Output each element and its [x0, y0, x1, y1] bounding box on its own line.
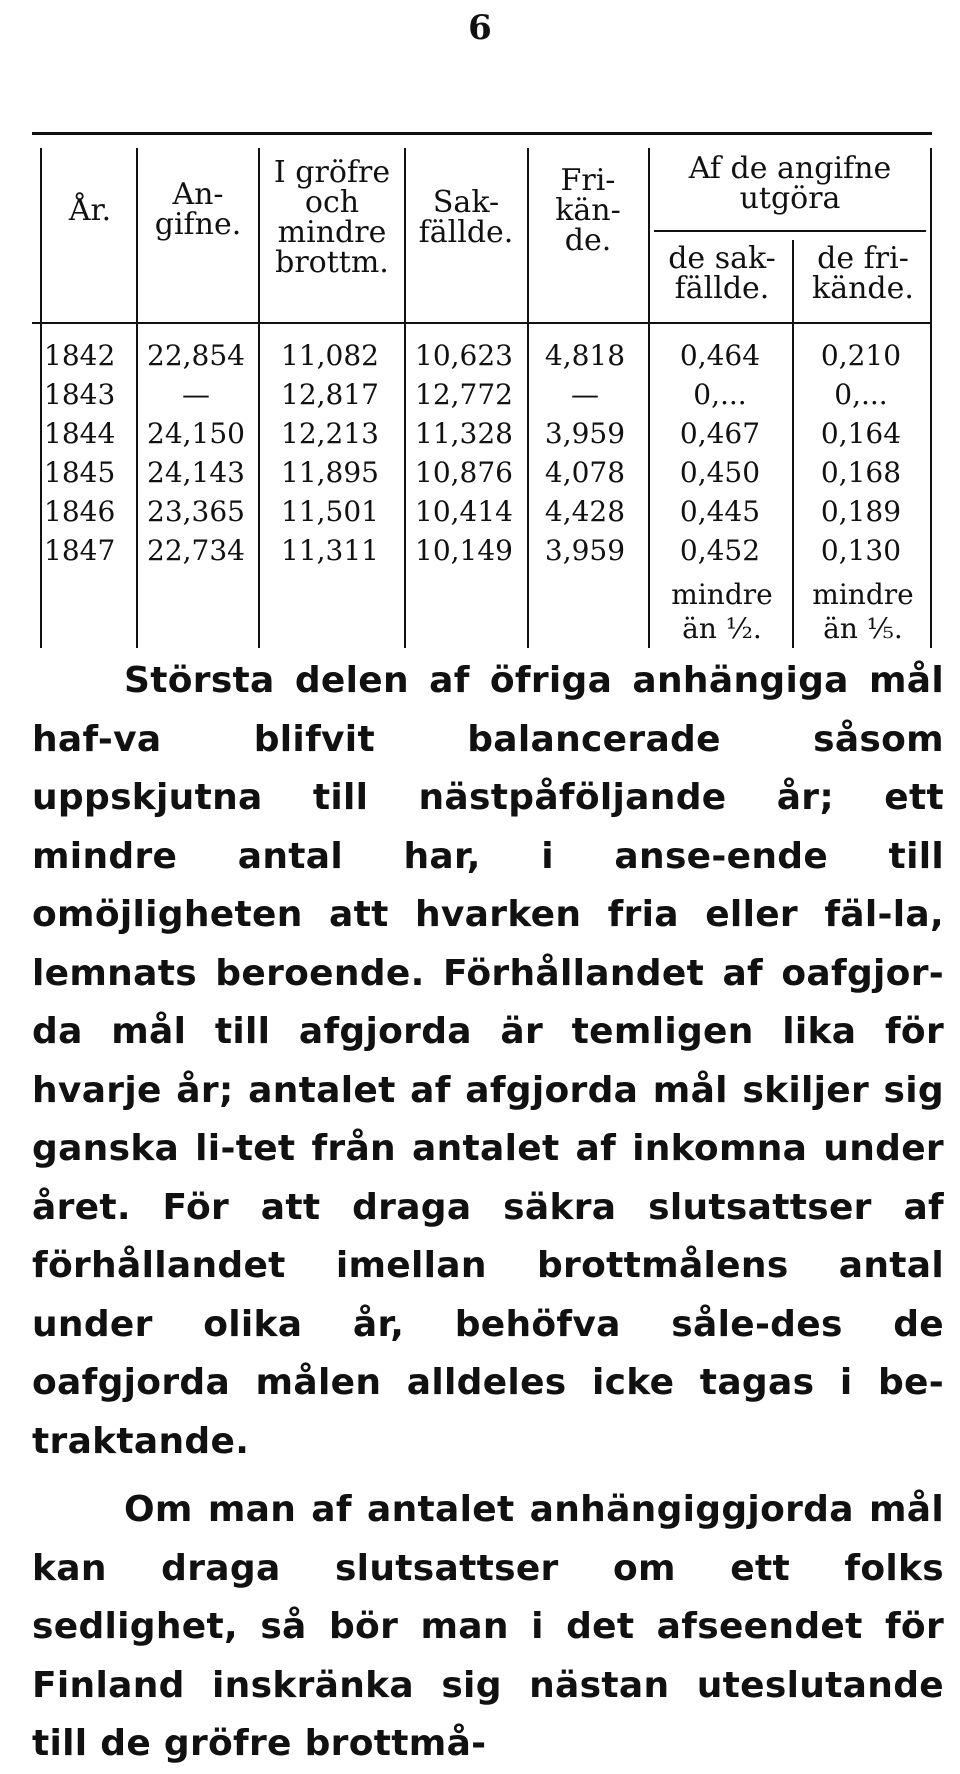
table-cell-acquitted: 4,078	[544, 456, 626, 489]
header-crimes: I gröfre och mindre brottm.	[273, 155, 391, 280]
table-cell-share-convicted: 0,467	[679, 417, 761, 450]
header-year: År.	[68, 193, 112, 228]
table-cell-year: 1844	[44, 417, 116, 450]
table-cell-reported: 24,150	[147, 417, 245, 450]
table-cell-convicted: 12,772	[415, 378, 513, 411]
table-cell-reported: 24,143	[147, 456, 245, 489]
table-cell-year: 1846	[44, 495, 116, 528]
page-number: 6	[468, 8, 492, 48]
col-line	[258, 148, 260, 648]
table-cell-crimes: 11,501	[281, 495, 379, 528]
table-cell-acquitted: 4,428	[544, 495, 626, 528]
table-cell-share-acquitted: 0,130	[820, 534, 902, 567]
footnote-share-acquitted: mindre än ⅕.	[812, 578, 914, 645]
subheader-rule	[654, 230, 926, 232]
header-reported: An- gifne.	[154, 177, 242, 242]
table-cell-crimes: 11,311	[281, 534, 379, 567]
table-cell-convicted: 10,876	[415, 456, 513, 489]
paragraph: Om man af antalet anhängiggjorda mål kan draga slutsattser om ett folks sedlighet, så bör man i det afseendet för Finland inskränka sig nästan uteslutande till de gröfre brottmå-	[32, 1489, 944, 1764]
table-cell-convicted: 10,414	[415, 495, 513, 528]
table-cell-share-acquitted: 0,164	[820, 417, 902, 450]
header-group: Af de angifne utgöra	[688, 151, 892, 216]
table-cell-reported: —	[182, 378, 210, 411]
body-text	[32, 652, 944, 1774]
table-cell-share-acquitted: 0,189	[820, 495, 902, 528]
table-cell-reported: 22,854	[147, 339, 245, 372]
table-cell-year: 1845	[44, 456, 116, 489]
header-convicted: Sak- fällde.	[418, 185, 514, 250]
table-cell-share-convicted: 0,445	[679, 495, 761, 528]
footnote-share-convicted: mindre än ½.	[671, 578, 773, 645]
table-cell-crimes: 11,082	[281, 339, 379, 372]
table-cell-reported: 23,365	[147, 495, 245, 528]
table-cell-share-acquitted: 0,...	[834, 378, 888, 411]
table-cell-crimes: 12,817	[281, 378, 379, 411]
table-cell-year: 1842	[44, 339, 116, 372]
col-line	[792, 240, 794, 648]
header-share-convicted: de sak- fällde.	[668, 241, 776, 306]
table-cell-crimes: 11,895	[281, 456, 379, 489]
paragraph: Största delen af öfriga anhängiga mål haf-va blifvit balancerade såsom uppskjutna till nästpåföljande år; ett mindre antal har, i anse-ende till omöjligheten att hvarken fria eller fäl-la, lemnats beroende. Förhållandet af oafgjor-da mål till afgjorda är temligen lika för hvarje år; antalet af afgjorda mål skiljer sig ganska li-tet från antalet af inkomna under året. För att draga säkra slutsattser af förhållandet imellan brottmålens antal under olika år, behöfva såle-des de oafgjorda målen alldeles icke tagas i be-traktande.	[32, 660, 944, 1462]
table-cell-share-acquitted: 0,168	[820, 456, 902, 489]
table-cell-share-convicted: 0,450	[679, 456, 761, 489]
table-cell-convicted: 10,149	[415, 534, 513, 567]
col-line	[40, 148, 42, 648]
col-line	[527, 148, 529, 648]
table-header-rule	[32, 322, 932, 324]
table-cell-convicted: 10,623	[415, 339, 513, 372]
table-cell-year: 1843	[44, 378, 116, 411]
table-cell-acquitted: 3,959	[544, 417, 626, 450]
table-top-rule	[32, 132, 932, 135]
table-cell-year: 1847	[44, 534, 116, 567]
table-cell-acquitted: —	[571, 378, 599, 411]
table-cell-share-acquitted: 0,210	[820, 339, 902, 372]
table-cell-acquitted: 4,818	[544, 339, 626, 372]
table-cell-reported: 22,734	[147, 534, 245, 567]
table-cell-convicted: 11,328	[415, 417, 513, 450]
header-share-acquitted: de fri- kände.	[812, 241, 914, 306]
col-line	[648, 148, 650, 648]
table-cell-share-convicted: 0,464	[679, 339, 761, 372]
table-cell-share-convicted: 0,452	[679, 534, 761, 567]
col-line	[930, 148, 932, 648]
statistics-table	[0, 0, 960, 660]
header-acquitted: Fri- kän- de.	[555, 163, 621, 258]
table-cell-crimes: 12,213	[281, 417, 379, 450]
table-cell-share-convicted: 0,...	[693, 378, 747, 411]
table-cell-acquitted: 3,959	[544, 534, 626, 567]
